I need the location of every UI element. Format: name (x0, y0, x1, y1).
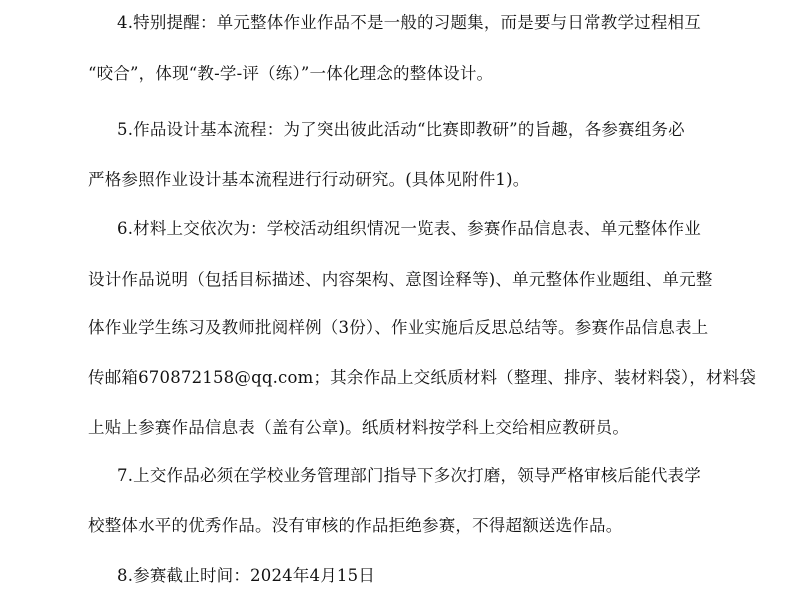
item-5-line-2: 严格参照作业设计基本流程进行行动研究。(具体见附件1)。 (88, 170, 530, 189)
item-6-line-4: 传邮箱670872158@qq.com；其余作品上交纸质材料（整理、排序、装材料袋），材料袋 (88, 368, 757, 387)
item-4-line-2: “咬合”，体现“教-学-评（练）”一体化理念的整体设计。 (88, 64, 494, 83)
item-6-line-1: 6.材料上交依次为：学校活动组织情况一览表、参赛作品信息表、单元整体作业 (117, 219, 701, 238)
item-7-line-1: 7.上交作品必须在学校业务管理部门指导下多次打磨，领导严格审核后能代表学 (117, 466, 701, 485)
item-8-line-1: 8.参赛截止时间：2024年4月15日 (117, 566, 376, 585)
item-5-line-1: 5.作品设计基本流程：为了突出彼此活动“比赛即教研”的旨趣，各参赛组务必 (117, 120, 685, 139)
item-6-line-3: 体作业学生练习及教师批阅样例（3份）、作业实施后反思总结等。参赛作品信息表上 (88, 318, 709, 337)
item-6-line-5: 上贴上参赛作品信息表（盖有公章)。纸质材料按学科上交给相应教研员。 (88, 418, 630, 437)
item-4-line-1: 4.特别提醒：单元整体作业作品不是一般的习题集，而是要与日常教学过程相互 (117, 13, 701, 32)
item-7-line-2: 校整体水平的优秀作品。没有审核的作品拒绝参赛，不得超额送选作品。 (88, 516, 623, 535)
item-6-line-2: 设计作品说明（包括目标描述、内容架构、意图诠释等)、单元整体作业题组、单元整 (88, 270, 713, 289)
